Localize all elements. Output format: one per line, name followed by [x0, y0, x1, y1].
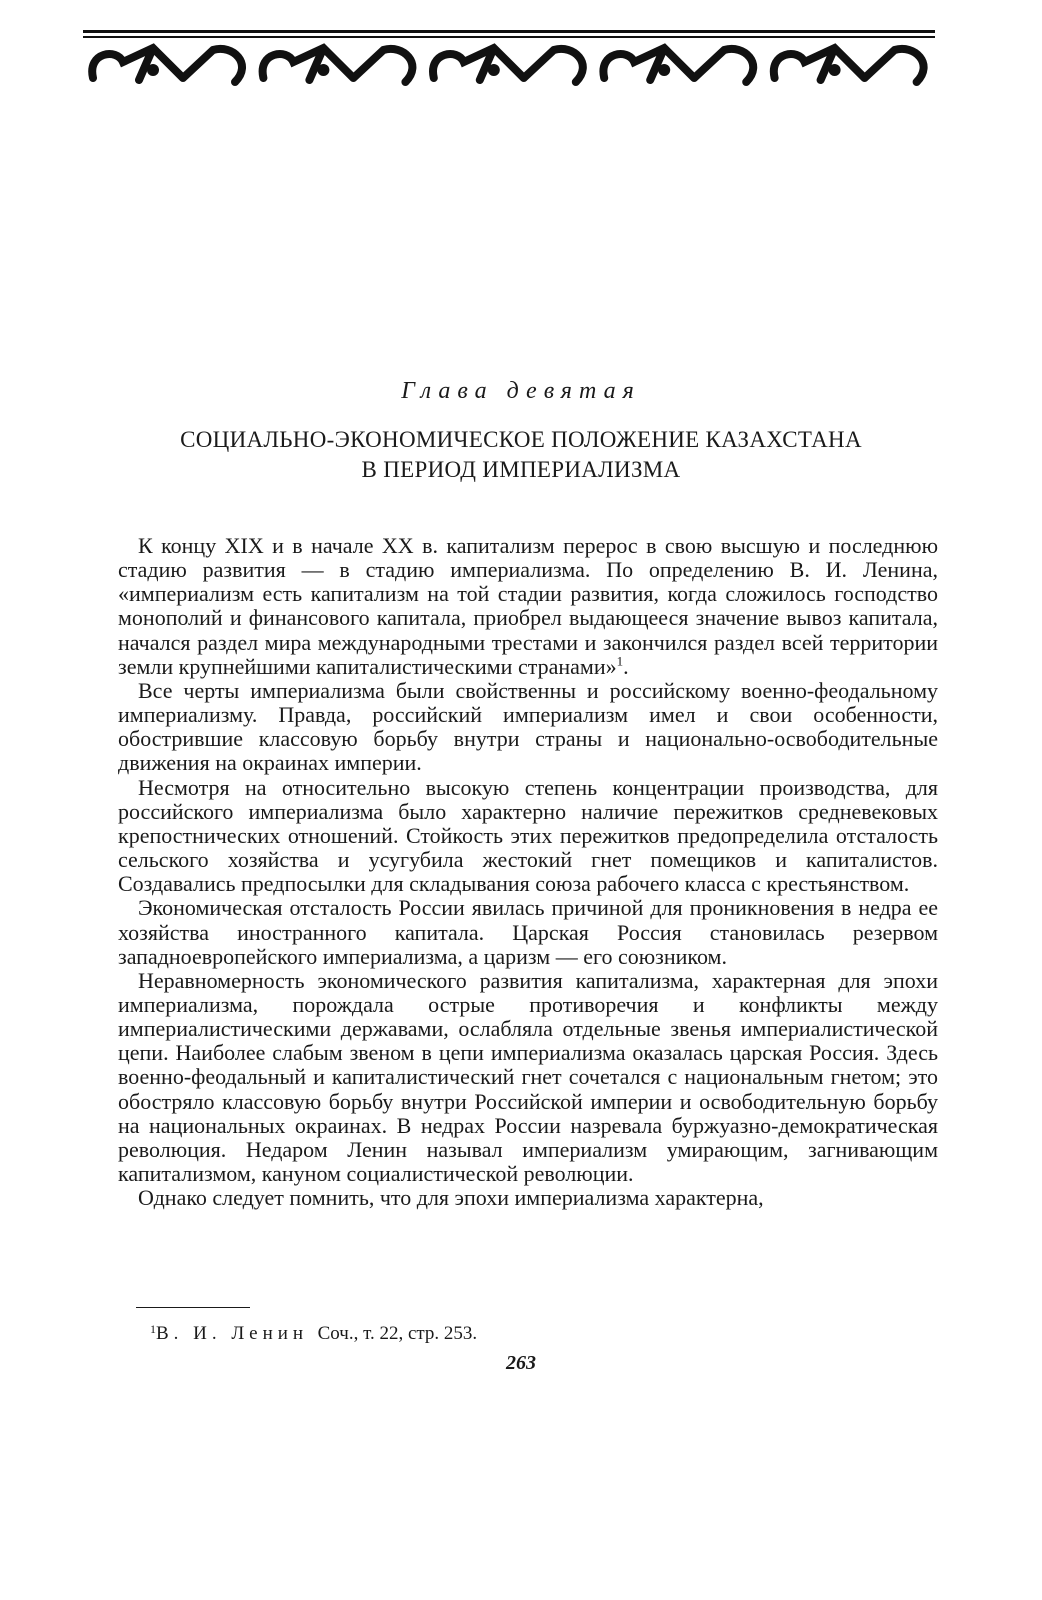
paragraph: Все черты империализма были свойственны и российскому военно-феодальному империализму. Правда, российский империализм имел и свои особенности, обострившие классовую борьбу внутри страны и национально-освободительные движения на окраинах империи. — [118, 677, 938, 776]
footnote — [150, 1322, 477, 1345]
chapter-title-line-2: В ПЕРИОД ИМПЕРИАЛИЗМА — [361, 457, 681, 482]
footnote-divider — [136, 1307, 250, 1308]
chapter-title-line-1: СОЦИАЛЬНО-ЭКОНОМИЧЕСКОЕ ПОЛОЖЕНИЕ КАЗАХСТАНА — [180, 427, 862, 452]
paragraph: Несмотря на относительно высокую степень концентрации производства, для российского империализма было характерно наличие пережитков средневековых крепостнических отношений. Стойкость этих пережитков предопределила отсталость сельского хозяйства и усугубила жестокий гнет помещиков и капиталистов. Создавались предпосылки для складывания союза рабочего класса с крестьянством. — [118, 774, 938, 897]
paragraph: К концу XIX и в начале XX в. капитализм перерос в свою высшую и последнюю стадию развития — в стадию империализма. По определению В. И. Ленина, «империализм есть капитализм на той стадии развития, когда сложилось господство монополий и финансового капитала, приобрел выдающееся значение вывоз капитала, начался раздел мира международными трестами и закончился раздел всей территории земли крупнейшими капиталистическими странами»$^1$. — [118, 533, 938, 679]
page-number: 263 — [506, 1352, 536, 1374]
paragraph: Однако следует помнить, что для эпохи империализма характерна, — [138, 1185, 764, 1211]
footnote-ref: 1 — [616, 653, 624, 669]
chapter-label: Глава девятая — [401, 378, 641, 404]
paragraph: Неравномерность экономического развития капитализма, характерная для эпохи империализма, порождала острые противоречия и конфликты между империалистическими державами, ослабляла отдельные звенья империалистической цепи. Наиболее слабым звеном в цепи империализма оказалась царская Россия. Здесь военно-феодальный и капиталистический гнет сочетался с национальным гнетом; это обостряло классовую борьбу внутри Российской империи и освободительную борьбу на национальных окраинах. В недрах России назревала буржуазно-демократическая революция. Недаром Ленин называл империализм умирающим, загнивающим капитализмом, кануном социалистической революции. — [118, 967, 938, 1187]
footnote-source: Соч., т. 22, стр. 253. — [317, 1323, 478, 1344]
footnote-number: 1 — [150, 1322, 156, 1336]
ornamental-border-icon — [83, 30, 935, 92]
footnote-author: В. И. Ленин — [156, 1323, 309, 1344]
paragraph: Экономическая отсталость России явилась причиной для проникновения в недра ее хозяйства иностранного капитала. Царская Россия становилась резервом западноевропейского империализма, а царизм — его союзником. — [118, 895, 938, 969]
chapter-title — [0, 425, 1042, 485]
body-text — [118, 534, 938, 1210]
